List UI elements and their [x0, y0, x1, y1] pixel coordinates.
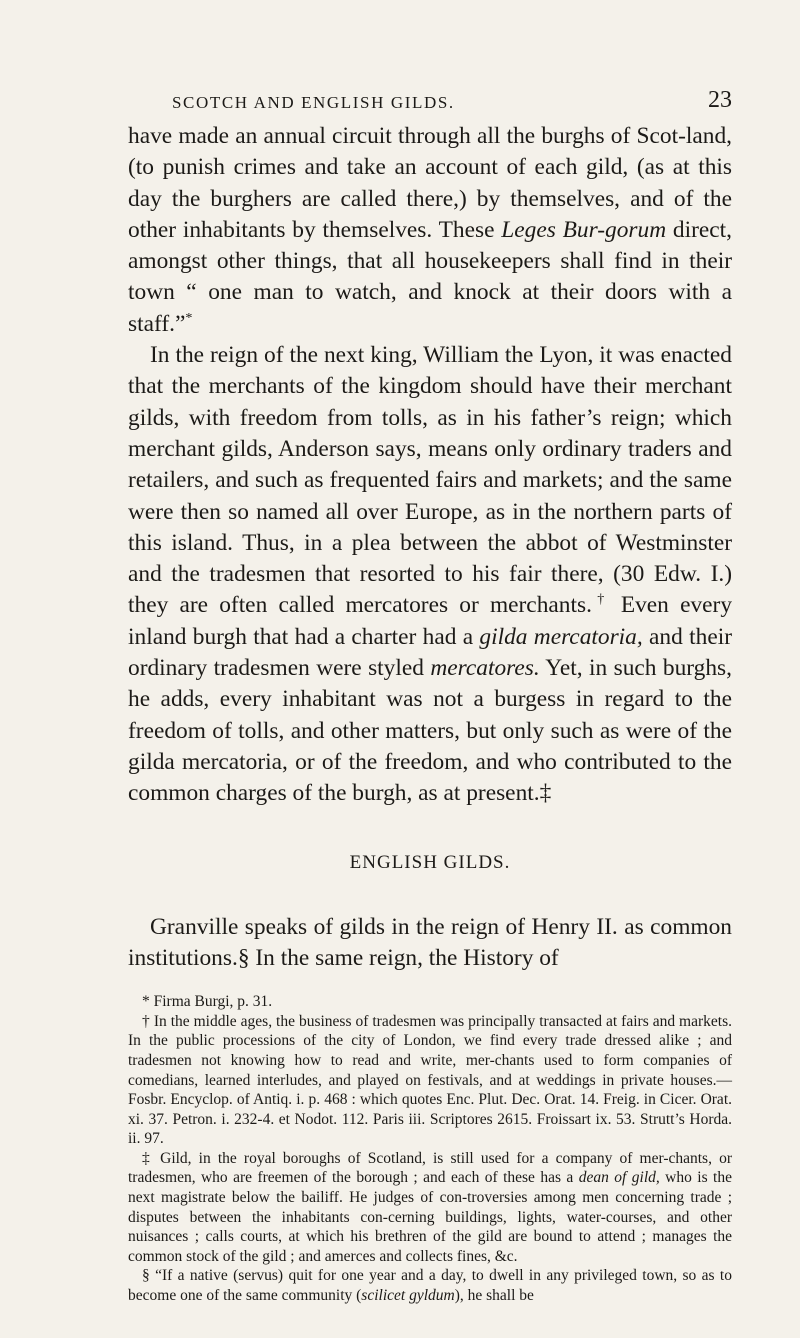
paragraph-3 — [128, 912, 732, 975]
text-run: Granville speaks of gilds in the reign of Henry II. as common institutions. — [128, 913, 732, 971]
footnote-marker: * — [185, 309, 193, 326]
page-body — [128, 121, 732, 1306]
text-run: who is the next magistrate below the bailiff. He judges of con-troversies among men concerning trade ; disputes between the inhabitants con-cerning buildings, lights, water-courses, and other nuisances ; calls courts, at which his brethren of the gild are bound to attend ; manages the common stock of the gild ; and amerces and collects fines, &c. — [128, 1169, 732, 1265]
text-run: § “If a native (servus) quit for one year and a day, to dwell in any privileged town, so as to become one of the same community ( — [128, 1267, 732, 1305]
footnote-1: * Firma Burgi, p. 31. — [142, 993, 273, 1011]
italic-run: Leges Bur-gorum — [501, 216, 667, 243]
running-head: SCOTCH AND ENGLISH GILDS. — [172, 93, 455, 112]
text-run: and their ordinary tradesmen were styled — [128, 623, 732, 682]
italic-run: scilicet gyldum — [361, 1287, 455, 1305]
footnotes — [128, 992, 732, 1306]
italic-run: mercatores. — [430, 655, 540, 682]
section-heading: ENGLISH GILDS. — [349, 851, 511, 873]
text-run: In the same reign, the History of — [249, 944, 559, 971]
text-run: have made an annual circuit through all the burghs of Scot-land, (to punish crimes and take an account of each gild, (as at this day the burghers are called there,) by themselves, and of the other inhabitants by themselves. These — [128, 123, 732, 243]
footnote-4 — [128, 1266, 732, 1305]
paragraph-1 — [128, 121, 732, 340]
italic-run: gilda mercatoria, — [479, 623, 643, 650]
footnote-2: † In the middle ages, the business of tradesmen was principally transacted at fairs and markets. In the public processions of the city of London, we find every trade dressed alike ; and tradesmen not knowing how to read and write, mer-chants used to form companies of comedians, learned interludes, and played on festivals, and at weddings in private houses.—Fosbr. Encyclop. of Antiq. i. p. 468 : which quotes Enc. Plut. Dec. Orat. 14. Freig. in Cicer. Orat. xi. 37. Petron. i. 232-4. et Nodot. 112. Paris iii. Scriptores 2615. Froissart ix. 53. Strutt’s Horda. ii. 97. — [128, 1012, 732, 1148]
paragraph-2 — [128, 340, 732, 809]
text-run: direct, amongst other things, that all housekeepers shall find in their town “ one man to watch, and knock at their doors with a staff.” — [128, 216, 732, 337]
footnote-marker: ‡ — [539, 780, 552, 807]
text-run: ‡ Gild, in the royal boroughs of Scotland, is still used for a company of mer-chants, or tradesmen, who are freemen of the borough ; and each of these has a — [128, 1149, 732, 1187]
text-run: ), he shall be — [454, 1287, 534, 1305]
text-run: Even every inland burgh that had a charter had a — [128, 592, 733, 650]
page-number: 23 — [708, 87, 732, 113]
footnote-3 — [128, 1149, 732, 1267]
italic-run: dean of gild, — [578, 1169, 660, 1187]
text-run: In the reign of the next king, William the Lyon, it was enacted that the merchants of the kingdom should have their merchant gilds, with freedom from tolls, as in his father’s reign; which merchant gilds, Anderson says, means only ordinary traders and retailers, and such as frequented fairs and markets; and the same were then so named all over Europe, as in the northern parts of this island. Thus, in a plea between the abbot of Westminster and the tradesmen that resorted to his fair there, (30 Edw. I.) they are often called mercatores or merchants. — [128, 342, 732, 619]
text-run: Yet, in such burghs, he adds, every inhabitant was not a burgess in regard to the freedom of tolls, and other matters, but only such as were of the gilda mercatoria, or of the freedom, and who contributed to the common charges of the burgh, as at present. — [128, 655, 732, 807]
footnote-marker: § — [237, 944, 250, 971]
footnote-marker: † — [591, 591, 610, 608]
